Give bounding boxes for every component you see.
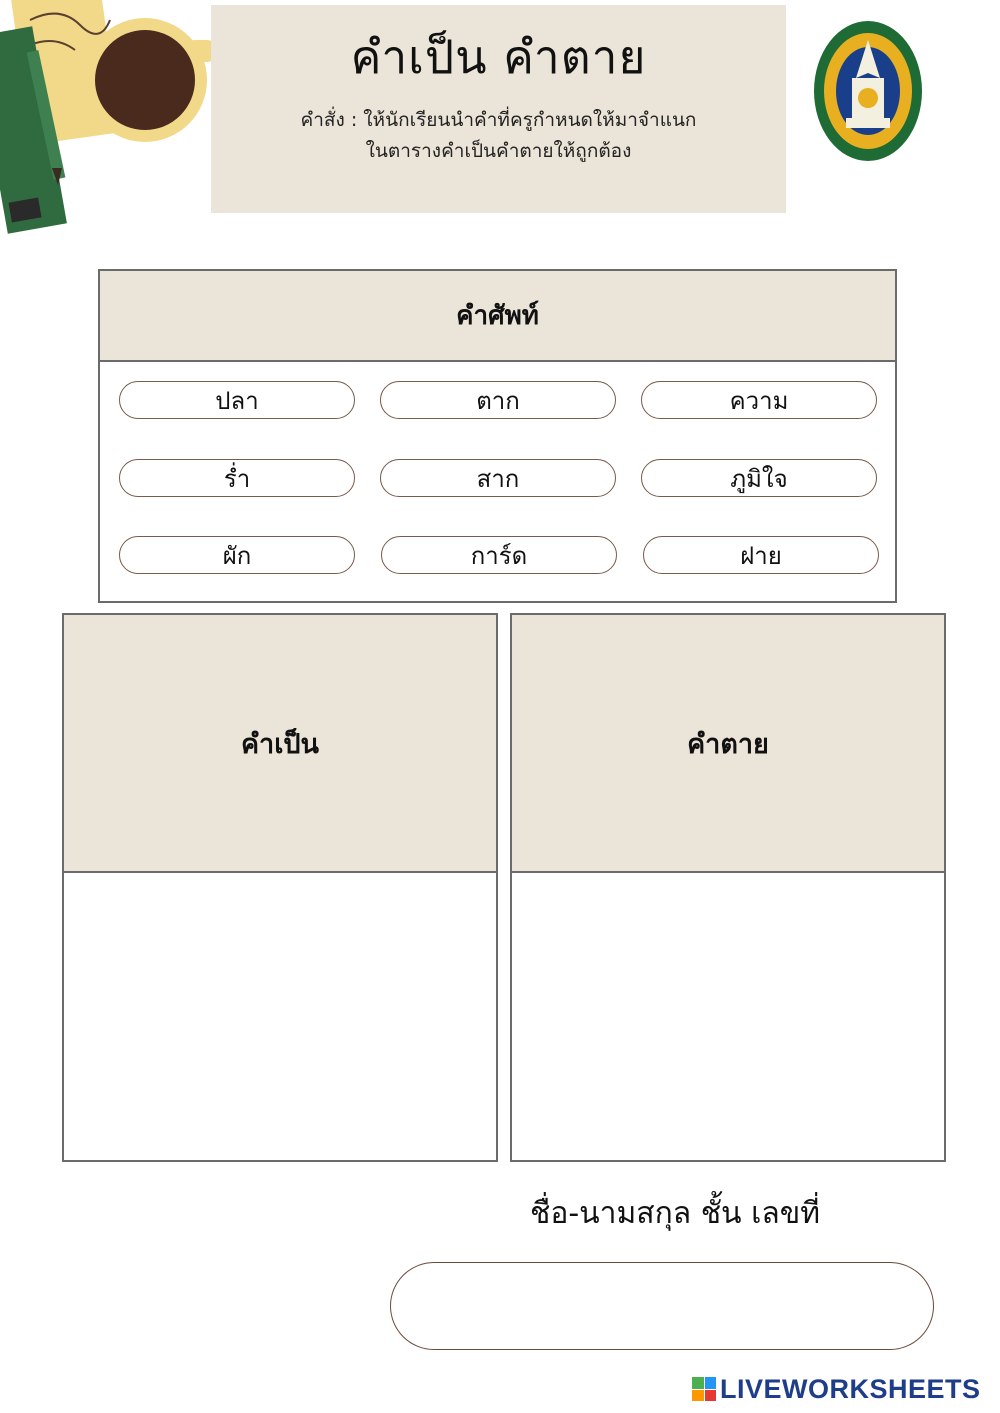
live-word-heading: คำเป็น: [64, 615, 496, 873]
word-chip[interactable]: ความ: [641, 381, 877, 419]
instruction-line-2: ในตารางคำเป็นคำตายให้ถูกต้อง: [365, 140, 632, 162]
live-word-drop-zone[interactable]: [64, 873, 496, 1161]
dead-word-column: [510, 613, 946, 1162]
desk-decoration-icon: [0, 0, 230, 240]
instructions: [211, 105, 786, 167]
word-chip[interactable]: ผัก: [119, 536, 355, 574]
liveworksheets-icon: [692, 1377, 716, 1401]
university-seal-logo-icon: [812, 18, 924, 164]
liveworksheets-brand: [692, 1374, 981, 1404]
page-title: คำเป็น คำตาย: [350, 30, 647, 84]
word-chip[interactable]: การ์ด: [381, 536, 617, 574]
word-chip[interactable]: ภูมิใจ: [641, 459, 877, 497]
live-word-column: [62, 613, 498, 1162]
name-label: ชื่อ-นามสกุล ชั้น เลขที่: [529, 1196, 821, 1231]
word-chip[interactable]: ร่ำ: [119, 459, 355, 497]
dead-word-drop-zone[interactable]: [512, 873, 944, 1161]
word-chip[interactable]: ปลา: [119, 381, 355, 419]
header-panel: [211, 5, 786, 213]
brand-text: LIVEWORKSHEETS: [720, 1373, 981, 1404]
word-chip[interactable]: ฝาย: [643, 536, 879, 574]
word-bank: [98, 269, 897, 603]
word-chip[interactable]: สาก: [380, 459, 616, 497]
word-chip[interactable]: ตาก: [380, 381, 616, 419]
name-input[interactable]: [390, 1262, 934, 1350]
instruction-line-1: คำสั่ง : ให้นักเรียนนำคำที่ครูกำหนดให้มาจำแนก: [300, 109, 697, 131]
word-bank-heading: คำศัพท์: [100, 271, 895, 362]
dead-word-heading: คำตาย: [512, 615, 944, 873]
